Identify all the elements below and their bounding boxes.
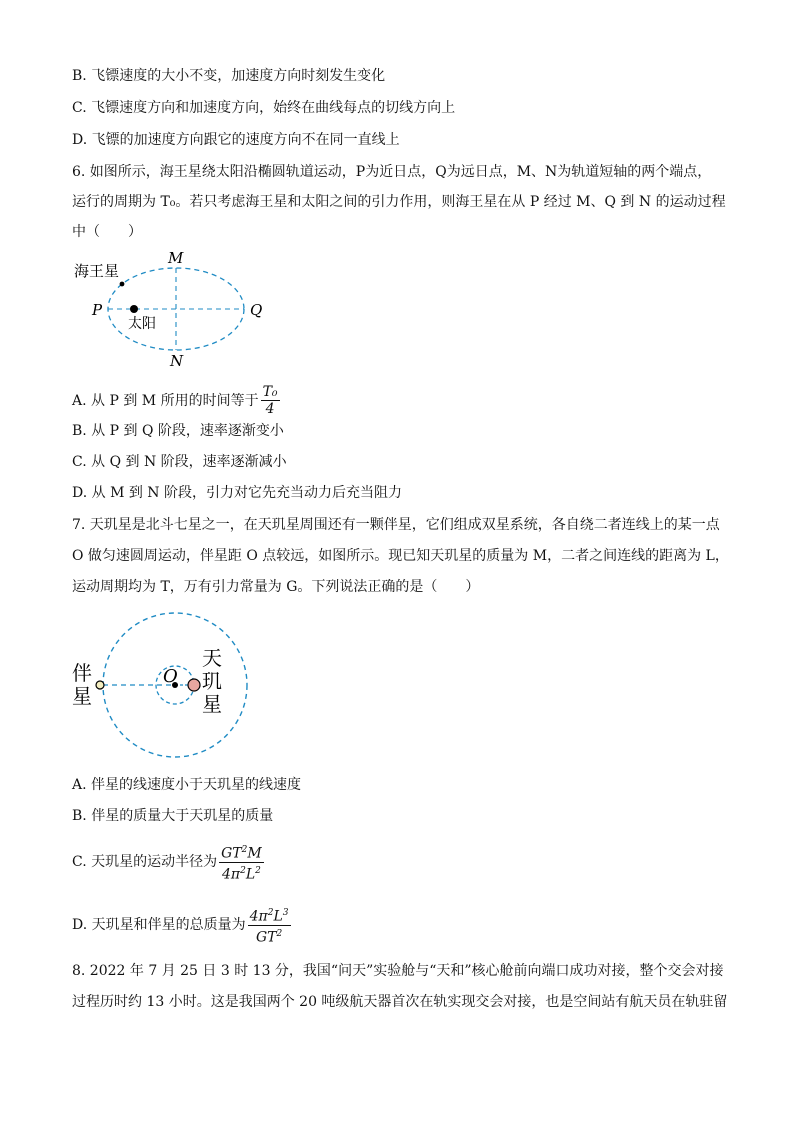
q8-stem-line1: 8. 2022 年 7 月 25 日 3 时 13 分，我国“问天”实验舱与“天和”核心舱前向端口成功对接，整个交会对接: [72, 963, 724, 979]
q6-option-c: C. 从 Q 到 N 阶段，速率逐渐减小: [72, 454, 287, 470]
q6-stem-line2: 运行的周期为 T₀。若只考虑海王星和太阳之间的引力作用，则海王星在从 P 经过 M、Q 到 N 的运动过程: [72, 194, 726, 210]
q6-option-d: D. 从 M 到 N 阶段，引力对它先充当动力后充当阻力: [72, 485, 403, 501]
point-q-label: Q: [250, 301, 263, 319]
sun-label: 太阳: [128, 316, 156, 332]
q7-stem-line3: 运动周期均为 T，万有引力常量为 G。下列说法正确的是（ ）: [72, 579, 480, 595]
fraction-denominator: 4: [265, 401, 275, 417]
q7-option-b: B. 伴星的质量大于天玑星的质量: [72, 808, 274, 824]
q6-option-a: [72, 384, 280, 417]
center-o-label: O: [163, 666, 178, 687]
q7-option-d-fraction: [248, 905, 291, 945]
tianji-star-dot: [188, 679, 200, 691]
q6-ellipse-figure: [70, 248, 280, 373]
point-p-label: P: [92, 301, 103, 319]
q7-option-c-fraction: [219, 842, 264, 882]
q8-stem-line2: 过程历时约 13 小时。这是我国两个 20 吨级航天器首次在轨实现交会对接，也是空间站有航天员在轨驻留: [72, 994, 728, 1010]
fraction-denominator: $4\pi^2L^2$: [221, 865, 261, 883]
q7-stem-line2: O 做匀速圆周运动，伴星距 O 点较远，如图所示。现已知天玑星的质量为 M，二者之间连线的距离为 L，: [72, 548, 729, 564]
q6-option-b: B. 从 P 到 Q 阶段，速率逐渐变小: [72, 423, 284, 439]
q7-option-a: A. 伴星的线速度小于天玑星的线速度: [72, 777, 302, 793]
q7-option-d-text: D. 天玑星和伴星的总质量为: [72, 917, 246, 934]
fraction-denominator: $GT^2$: [255, 928, 283, 946]
q5-option-c: C. 飞镖速度方向和加速度方向，始终在曲线每点的切线方向上: [72, 100, 456, 116]
companion-label-2: 星: [72, 684, 92, 708]
companion-label-1: 伴: [72, 661, 92, 685]
q6-stem-line1: 6. 如图所示，海王星绕太阳沿椭圆轨道运动，P为近日点，Q为远日点，M、N为轨道短轴的两个端点，: [72, 164, 712, 180]
q5-option-d: D. 飞镖的加速度方向跟它的速度方向不在同一直线上: [72, 132, 400, 148]
fraction-numerator: T₀: [262, 384, 278, 400]
sun-dot: [130, 305, 138, 313]
q6-stem-line3: 中（ ）: [72, 224, 142, 240]
q6-option-a-text: A. 从 P 到 M 所用的时间等于: [72, 392, 259, 409]
q5-option-b: B. 飞镖速度的大小不变，加速度方向时刻发生变化: [72, 68, 386, 84]
q7-stem-line1: 7. 天玑星是北斗七星之一，在天玑星周围还有一颗伴星，它们组成双星系统，各自绕二者连线上的某一点: [72, 517, 720, 533]
tianji-label-2: 玑: [202, 669, 222, 693]
point-m-label: M: [168, 249, 184, 267]
tianji-label-1: 天: [202, 646, 222, 670]
q7-option-d: [72, 905, 291, 945]
fraction-numerator: $4\pi^2L^3$: [248, 905, 291, 926]
q7-option-c: [72, 842, 264, 882]
tianji-label-3: 星: [202, 692, 222, 716]
fraction-numerator: $GT^2M$: [219, 842, 264, 863]
q6-option-a-fraction: [261, 384, 280, 417]
companion-star-dot: [96, 681, 104, 689]
q7-binary-star-figure: [68, 608, 268, 768]
q7-option-c-text: C. 天玑星的运动半径为: [72, 854, 218, 871]
neptune-dot: [120, 282, 125, 287]
point-n-label: N: [170, 352, 184, 370]
neptune-label: 海王星: [74, 262, 120, 280]
